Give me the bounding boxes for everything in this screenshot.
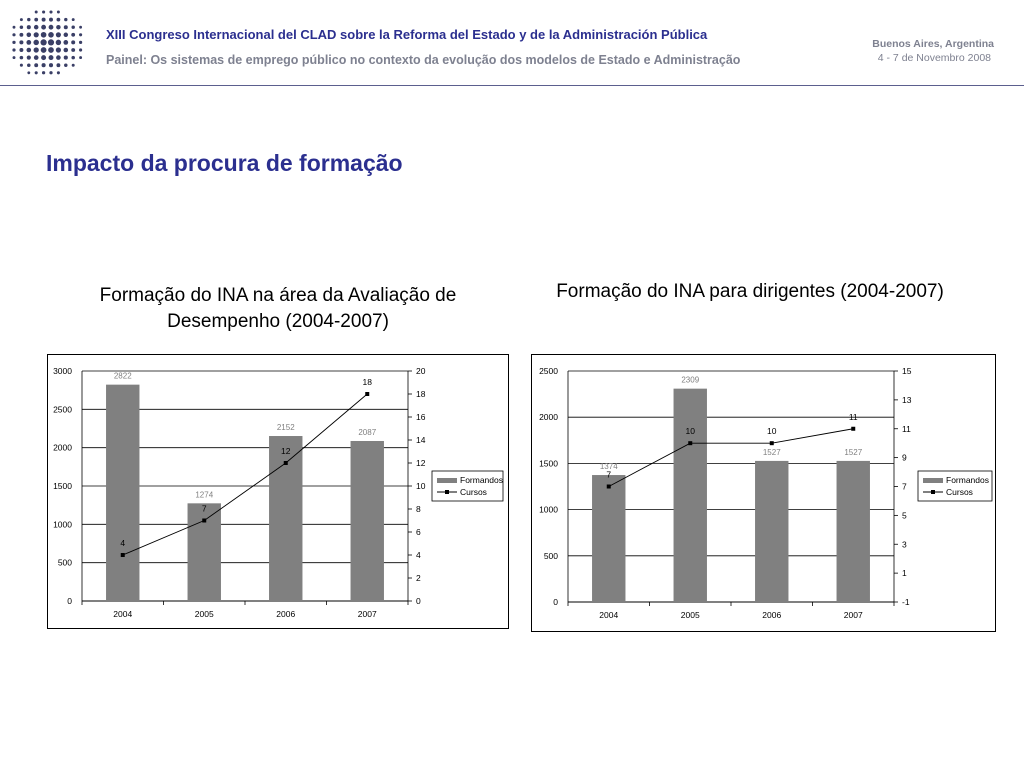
chart-1-y-right-tick: 6: [416, 527, 421, 537]
chart-1-y-left-tick: 1500: [53, 481, 72, 491]
logo-dot: [41, 55, 46, 60]
chart-1-y-right-tick: 2: [416, 573, 421, 583]
chart-2-bar: [755, 461, 788, 602]
chart-2: [532, 355, 995, 631]
chart-2-bar: [674, 389, 707, 602]
panel-title: Painel: Os sistemas de emprego público no contexto da evolução dos modelos de Estado e Administração: [106, 53, 741, 67]
chart-2-x-tick: 2005: [680, 610, 700, 620]
logo-dot: [72, 18, 75, 21]
chart-1-bar-label: 2152: [276, 423, 295, 433]
logo-dot: [49, 10, 52, 13]
logo-dot: [49, 18, 53, 22]
chart-2-line-label: 11: [848, 411, 858, 422]
chart-2-y-right-tick: 7: [902, 481, 907, 492]
chart-2-legend-label: Cursos: [946, 487, 973, 497]
chart-1: [48, 355, 508, 628]
chart-2-line-point: [688, 441, 692, 445]
logo-dot: [56, 47, 61, 52]
logo-dot: [42, 10, 45, 13]
clad-logo: [8, 8, 86, 78]
chart-1-bar-label: 1274: [195, 490, 214, 500]
chart-2-y-right-tick: 1: [902, 568, 907, 579]
logo-dot: [49, 71, 52, 74]
logo-dot: [40, 39, 46, 45]
logo-dot: [27, 63, 31, 67]
chart-2-line-label: 10: [767, 426, 777, 437]
logo-dot: [41, 25, 46, 30]
logo-dot: [57, 71, 60, 74]
logo-dot: [19, 40, 23, 44]
logo-dot: [42, 63, 46, 67]
chart-2-y-left-tick: 2000: [539, 412, 558, 423]
logo-dot: [64, 18, 67, 21]
chart-1-line-label: 4: [120, 538, 126, 548]
logo-dot: [42, 18, 46, 22]
chart-2-line-label: 10: [685, 426, 695, 437]
chart-2-bar-label: 2309: [681, 375, 700, 385]
chart-1-bar: [188, 503, 221, 601]
logo-dot: [27, 25, 31, 29]
chart-2-title: Formação do INA para dirigentes (2004-2007): [556, 281, 944, 302]
chart-1-y-right-tick: 14: [416, 435, 426, 445]
logo-dot: [79, 41, 82, 44]
chart-2-y-right-tick: 5: [902, 510, 907, 521]
logo-dot: [34, 55, 39, 60]
logo-dot: [48, 39, 54, 45]
chart-1-y-right-tick: 16: [416, 412, 426, 422]
slide-title: Impacto da procura de formação: [46, 150, 403, 176]
logo-dot: [35, 11, 38, 14]
chart-1-y-left-tick: 2500: [53, 404, 72, 415]
logo-dot: [35, 71, 38, 74]
chart-2-x-tick: 2007: [843, 610, 863, 620]
logo-dot: [34, 32, 39, 37]
chart-2-x-tick: 2004: [599, 610, 619, 620]
chart-1-bar: [351, 441, 384, 601]
chart-2-line-point: [607, 485, 611, 489]
logo-dot: [26, 40, 31, 45]
chart-1-frame: [47, 354, 509, 629]
logo-dot: [41, 32, 47, 38]
chart-1-y-left-tick: 2000: [53, 442, 72, 453]
logo-dot: [56, 40, 61, 45]
chart-1-y-right-tick: 12: [416, 458, 426, 468]
logo-dot: [19, 33, 23, 37]
chart-2-y-right-tick: 11: [902, 423, 911, 434]
chart-1-x-tick: 2006: [276, 609, 296, 619]
chart-1-bar-label: 2822: [113, 371, 132, 381]
logo-dot: [56, 63, 60, 67]
chart-1-y-right-tick: 20: [416, 366, 426, 376]
logo-dot: [20, 18, 23, 21]
logo-dot: [27, 18, 30, 21]
chart-2-bar: [592, 475, 625, 602]
logo-dot: [79, 56, 82, 59]
chart-1-line-point: [365, 392, 369, 396]
chart-2-y-right-tick: 15: [902, 366, 912, 376]
logo-dot: [71, 56, 75, 60]
chart-1-x-tick: 2004: [113, 609, 133, 619]
chart-1-bar: [106, 385, 139, 601]
chart-1-y-left-tick: 1000: [53, 519, 72, 530]
chart-2-line-label: 7: [606, 469, 612, 480]
chart-1-y-right-tick: 0: [416, 596, 421, 606]
logo-dot: [71, 25, 74, 28]
logo-dot: [72, 64, 75, 67]
chart-2-legend-label: Formandos: [946, 475, 989, 485]
chart-1-y-right-tick: 18: [416, 389, 426, 399]
conference-title: XIII Congreso Internacional del CLAD sobre la Reforma del Estado y de la Administración Pública: [106, 27, 708, 42]
chart-1-bar-label: 2087: [358, 427, 377, 437]
chart-2-bar: [837, 461, 870, 602]
chart-2-y-left-tick: 1000: [539, 504, 558, 515]
chart-1-legend-swatch-point: [445, 490, 449, 494]
chart-1-bar: [269, 436, 302, 601]
chart-1-legend-swatch-bar: [437, 478, 457, 483]
chart-2-y-left-tick: 0: [553, 597, 558, 607]
logo-dot: [57, 11, 60, 14]
chart-1-y-right-tick: 8: [416, 504, 421, 514]
chart-2-y-right-tick: -1: [902, 597, 910, 607]
logo-dot: [34, 25, 39, 30]
logo-dot: [71, 48, 75, 52]
chart-1-line-point: [202, 519, 206, 523]
chart-2-bar-label: 1527: [762, 447, 781, 457]
logo-dot: [56, 32, 61, 37]
logo-dot: [34, 47, 39, 52]
logo-dot: [27, 71, 30, 74]
chart-1-y-right-tick: 10: [416, 481, 426, 491]
chart-1-line-label: 12: [281, 446, 291, 456]
logo-dot: [27, 56, 31, 60]
chart-2-line-cursos: [609, 429, 854, 487]
logo-dot: [57, 18, 61, 22]
logo-dot: [27, 33, 32, 38]
logo-dot: [79, 26, 82, 29]
logo-dot: [34, 63, 38, 67]
chart-2-bar-label: 1527: [844, 447, 863, 457]
logo-dot: [63, 40, 68, 45]
logo-dot: [20, 56, 24, 60]
chart-1-legend-label: Cursos: [460, 487, 487, 497]
chart-1-legend-label: Formandos: [460, 475, 503, 485]
logo-dot: [20, 64, 23, 67]
chart-1-line-point: [284, 461, 288, 465]
chart-2-line-point: [770, 441, 774, 445]
logo-dot: [64, 48, 69, 53]
logo-dot: [64, 33, 69, 38]
logo-dot: [12, 33, 15, 36]
logo-dot: [64, 56, 68, 60]
logo-dot: [13, 26, 16, 29]
chart-2-y-right-tick: 9: [902, 452, 907, 463]
chart-1-line-point: [121, 553, 125, 557]
logo-dot: [49, 63, 53, 67]
chart-2-y-right-tick: 3: [902, 539, 907, 550]
logo-dot: [20, 25, 23, 28]
logo-dot: [64, 63, 67, 66]
logo-dot: [48, 47, 54, 53]
chart-1-y-right-tick: 4: [416, 550, 421, 560]
logo-dot: [26, 48, 31, 53]
chart-2-legend-swatch-bar: [923, 478, 943, 483]
chart-1-y-left-tick: 0: [67, 596, 72, 606]
chart-1-x-tick: 2007: [357, 609, 377, 619]
header-divider: [0, 85, 1024, 86]
logo-dot: [12, 48, 15, 51]
logo-dot: [13, 56, 16, 59]
logo-dot: [41, 47, 47, 53]
logo-dot: [48, 32, 54, 38]
logo-dot: [56, 25, 60, 29]
logo-dot: [33, 40, 39, 46]
logo-dot: [19, 48, 23, 52]
logo-dot: [64, 25, 68, 29]
logo-dot: [79, 33, 82, 36]
logo-dot: [49, 55, 54, 60]
chart-2-x-tick: 2006: [762, 610, 782, 620]
logo-dot: [56, 55, 61, 60]
logo-dot: [42, 71, 45, 74]
logo-dot: [34, 18, 38, 22]
chart-1-line-label: 18: [362, 377, 372, 387]
chart-1-y-left-tick: 500: [57, 557, 72, 568]
chart-2-y-right-tick: 13: [902, 394, 912, 405]
chart-2-line-point: [851, 427, 855, 431]
chart-1-y-left-tick: 3000: [53, 366, 72, 376]
chart-2-y-left-tick: 2500: [539, 366, 558, 376]
event-date: 4 - 7 de Novembro 2008: [877, 52, 991, 64]
chart-1-title: Formação do INA na área da Avaliação de Desempenho (2004-2007): [99, 285, 457, 332]
logo-dot: [71, 33, 75, 37]
chart-1-x-tick: 2005: [194, 609, 214, 619]
logo-dot: [12, 41, 15, 44]
chart-2-legend-swatch-point: [931, 490, 935, 494]
chart-2-y-left-tick: 500: [543, 550, 558, 561]
logo-dot: [79, 48, 82, 51]
chart-1-line-label: 7: [201, 503, 207, 514]
chart-2-bar-label: 1374: [599, 462, 618, 472]
chart-1-line-cursos: [123, 394, 368, 555]
chart-2-y-left-tick: 1500: [539, 458, 558, 469]
chart-2-frame: [531, 354, 996, 632]
event-city: Buenos Aires, Argentina: [872, 38, 994, 50]
logo-dot: [71, 40, 75, 44]
logo-dot: [49, 25, 54, 30]
